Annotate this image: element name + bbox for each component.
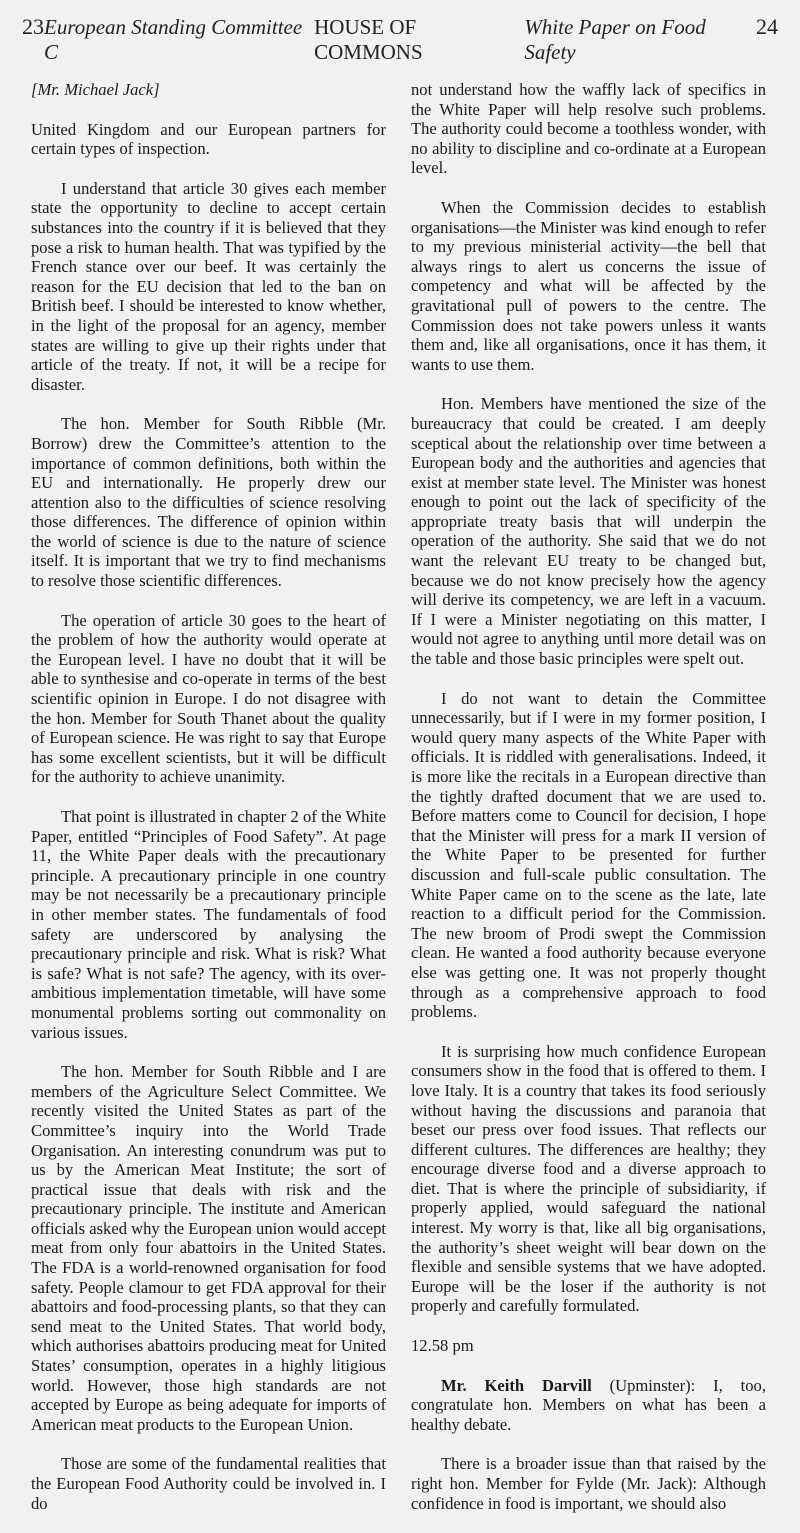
right-column bbox=[411, 80, 766, 1533]
paragraph: It is surprising how much confidence European consumers show in the food that is offered to them. I love Italy. It is a country that takes its food seriously without having the discussions and paranoia that beset our press over food issues. That reflects our different cultures. The differences are healthy; they encourage diverse food and a diverse approach to diet. That is where the principle of subsidiarity, if properly applied, would safeguard the national interest. My worry is that, like all big organisations, the authority’s sheet weight will bear down on the flexible and sensible systems that we have adopted. Europe will be the loser if the authority is not properly and carefully formulated. bbox=[411, 1041, 766, 1316]
speaker-tag: [Mr. Michael Jack] bbox=[31, 80, 160, 99]
paragraph: United Kingdom and our European partners for certain types of inspection. bbox=[31, 119, 386, 159]
committee-name: European Standing Committee C bbox=[44, 15, 303, 64]
paragraph: Hon. Members have mentioned the size of the bureaucracy that could be created. I am deeply sceptical about the relationship over time between a European body and the authorities and agencies that exist at member state level. The Minister was honest enough to point out the lack of specificity of the appropriate treaty basis that will underpin the operation of the authority. She said that we do not want the relevant EU treaty to be changed but, because we do not know precisely how the agency will derive its competency, we are left in a vacuum. If I were a Minister negotiating on this matter, I would not agree to anything until more detail was on the table and those basic principles were spelt out. bbox=[411, 394, 766, 669]
house-name: HOUSE OF COMMONS bbox=[314, 15, 423, 64]
paragraph: not understand how the waffly lack of specifics in the White Paper will help resolve such problems. The authority could become a toothless wonder, with no ability to discipline and co-ordinate at a European level. bbox=[411, 80, 766, 178]
speech-text: (Upminster): I, too, congratulate hon. Members on what has been a healthy debate. bbox=[411, 1375, 766, 1434]
paragraph: The hon. Member for South Ribble (Mr. Borrow) drew the Committee’s attention to the importance of common definitions, both within the EU and internationally. He properly drew our attention also to the difficulties of science resolving those differences. The difference of opinion within the world of science is due to the nature of science itself. It is important that we try to find mechanisms to resolve those scientific differences. bbox=[31, 414, 386, 591]
speaker-name: Mr. Keith Darvill bbox=[441, 1375, 592, 1395]
paragraph: That point is illustrated in chapter 2 of the White Paper, entitled “Principles of Food Safety”. At page 11, the White Paper deals with the precautionary principle. A precautionary principle in one country may be not necessarily be a precautionary principle in other member states. The fundamentals of food safety are underscored by analysing the precautionary principle and risk. What is risk? What is safe? What is not safe? The agency, with its over-ambitious implementation timetable, will have some monumental problems sorting out commonality on various issues. bbox=[31, 807, 386, 1042]
paragraph: The operation of article 30 goes to the heart of the problem of how the authority would operate at the European level. I have no doubt that it will be able to synthesise and co-operate in terms of the best scientific opinion in Europe. I do not disagree with the hon. Member for South Thanet about the quality of European science. He was right to say that Europe has some excellent scientists, but it will be difficult for the authority to achieve unanimity. bbox=[31, 610, 386, 787]
paragraph: I understand that article 30 gives each member state the opportunity to decline to accept certain substances into the country if it is believed that they pose a risk to human health. That was typified by the French stance over our beef. It was certainly the reason for the EU decision that led to the ban on British beef. I should be interested to know whether, in the light of the proposal for an agency, member states are willing to give up their rights under that article of the treaty. If not, it will be a recipe for disaster. bbox=[31, 178, 386, 394]
page-number-right: 24 bbox=[755, 14, 778, 39]
timestamp: 12.58 pm bbox=[411, 1336, 474, 1356]
speech-opening bbox=[411, 1376, 766, 1435]
paragraph: There is a broader issue than that raised by the right hon. Member for Fylde (Mr. Jack): Although confidence in food is important, we should also bbox=[411, 1454, 766, 1513]
page-number-left: 23 bbox=[22, 14, 44, 39]
left-column bbox=[31, 80, 386, 1533]
running-header bbox=[22, 14, 778, 64]
paragraph: I do not want to detain the Committee unnecessarily, but if I were in my former position, I would query many aspects of the White Paper with officials. It is riddled with generalisations. Indeed, it is more like the recitals in a European directive than the tightly drafted document that we are used to. Before matters come to Council for decision, I hope that the Minister will press for a mark II version of the White Paper to be presented for further discussion and full-scale public consultation. The White Paper came on to the scene as the late, late reaction to a difficult period for the Commission. The new broom of Prodi swept the Commission clean. He wanted a food authority because everyone else was getting one. It was not properly thought through as a comprehensive approach to food problems. bbox=[411, 688, 766, 1022]
paragraph: When the Commission decides to establish organisations—the Minister was kind enough to refer to my previous ministerial activity—the bell that always rings to alert us concerns the issue of competency and what will be affected by the gravitational pull of powers to the centre. The Commission does not take powers unless it wants them and, like all organisations, once it has them, it wants to use them. bbox=[411, 197, 766, 374]
paragraph: The hon. Member for South Ribble and I are members of the Agriculture Select Committee. We recently visited the United States as part of the Committee’s inquiry into the World Trade Organisation. An interesting conundrum was put to us by the American Meat Institute; the sort of practical issue that deals with risk and the precautionary principle. The institute and American officials asked why the European union would accept meat from only four abattoirs in the United States. The FDA is a world-renowned organisation for food safety. People clamour to get FDA approval for their abattoirs and food-processing plants, so that they can send meat to the United States. That world body, which authorises abattoirs producing meat for United States’ consumption, operates in a highly litigious world. However, those high standards are not accepted by Europe as being adequate for imports of American meat products to the European Union. bbox=[31, 1062, 386, 1434]
paragraph: Those are some of the fundamental realities that the European Food Authority could be involved in. I do bbox=[31, 1454, 386, 1513]
document-subject: White Paper on Food Safety bbox=[524, 15, 706, 64]
